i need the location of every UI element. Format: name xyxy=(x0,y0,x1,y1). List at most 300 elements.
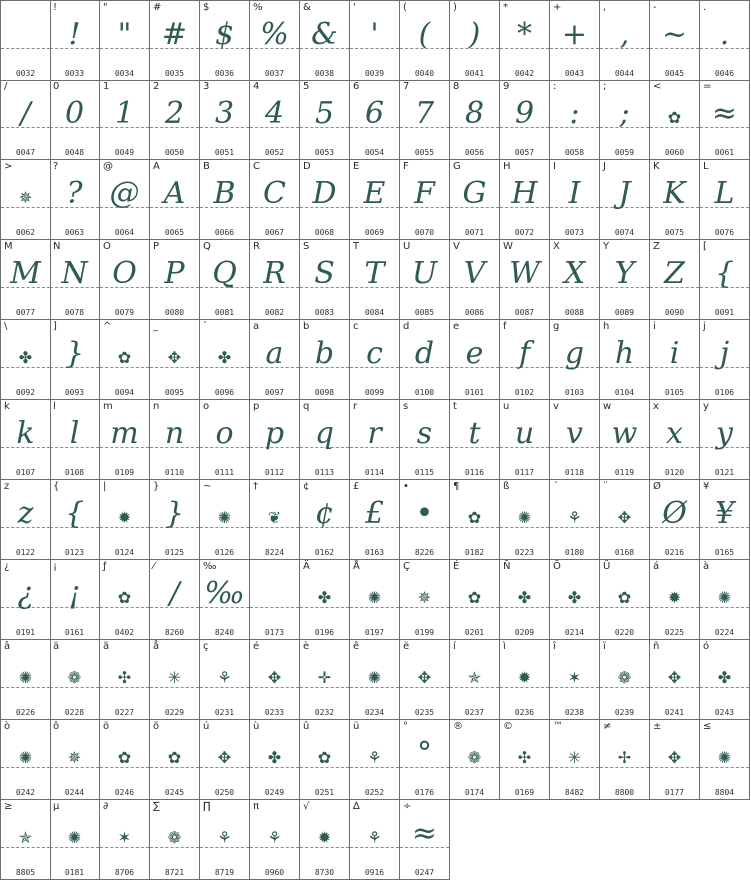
char-label: m xyxy=(103,401,113,412)
char-label: î xyxy=(553,641,556,652)
char-label: à xyxy=(703,561,710,572)
glyph-sample: ✺ xyxy=(18,748,33,767)
char-label: 7 xyxy=(403,81,410,92)
glyph-cell xyxy=(700,0,750,81)
glyph-sample: ❁ xyxy=(167,828,182,847)
char-code: 0118 xyxy=(564,468,585,477)
char-label: R xyxy=(253,241,260,252)
glyph-sample: ✥ xyxy=(417,668,432,687)
glyph-sample: ✿ xyxy=(117,588,132,607)
char-label: ; xyxy=(603,81,607,92)
char-code: 0126 xyxy=(214,548,235,557)
glyph-sample: ✿ xyxy=(117,748,132,767)
char-code: 0232 xyxy=(314,708,335,717)
glyph-sample: ✥ xyxy=(167,348,182,367)
char-label: d xyxy=(403,321,410,332)
char-code: 0048 xyxy=(64,148,85,157)
char-label: b xyxy=(303,321,310,332)
glyph-cell xyxy=(100,320,150,400)
char-code: 0047 xyxy=(15,148,36,157)
glyph-cell xyxy=(0,320,51,400)
char-code: 0082 xyxy=(264,308,285,317)
glyph-cell xyxy=(200,80,250,160)
glyph-cell xyxy=(0,720,51,800)
glyph-cell xyxy=(250,0,300,81)
char-label: - xyxy=(653,2,657,13)
glyph-sample: 3 xyxy=(214,96,235,131)
char-label: ] xyxy=(53,321,57,332)
glyph-cell xyxy=(400,80,450,160)
char-code: 0034 xyxy=(114,69,135,78)
char-code: 0112 xyxy=(264,468,285,477)
glyph-cell xyxy=(400,720,450,800)
char-code: 0087 xyxy=(514,308,535,317)
char-code: 0039 xyxy=(364,69,385,78)
glyph-cell xyxy=(450,160,500,240)
glyph-sample: o xyxy=(215,416,234,451)
char-code: 0032 xyxy=(15,69,36,78)
char-label: ¨ xyxy=(603,481,608,492)
glyph-cell xyxy=(250,80,300,160)
glyph-cell xyxy=(50,560,100,640)
char-code: 0101 xyxy=(464,388,485,397)
glyph-sample: , xyxy=(619,17,630,52)
glyph-cell xyxy=(200,480,250,560)
char-label: v xyxy=(553,401,559,412)
char-code: 0173 xyxy=(264,628,285,637)
glyph-sample: ✺ xyxy=(18,668,33,687)
char-code: 0228 xyxy=(64,708,85,717)
glyph-cell xyxy=(100,240,150,320)
glyph-cell xyxy=(550,720,600,800)
glyph-sample: c xyxy=(366,336,383,371)
char-code: 0089 xyxy=(614,308,635,317)
glyph-sample: j xyxy=(719,336,730,371)
glyph-cell xyxy=(600,560,650,640)
glyph-cell xyxy=(650,640,700,720)
char-code: 0093 xyxy=(64,388,85,397)
glyph-cell xyxy=(50,80,100,160)
glyph-sample: T xyxy=(364,256,385,291)
glyph-cell xyxy=(50,160,100,240)
glyph-sample: L xyxy=(714,176,735,211)
glyph-sample: ✺ xyxy=(717,748,732,767)
glyph-sample xyxy=(250,568,299,620)
char-label: É xyxy=(453,561,460,572)
glyph-sample: ❁ xyxy=(617,668,632,687)
glyph-cell xyxy=(650,320,700,400)
glyph-cell xyxy=(150,480,200,560)
glyph-cell xyxy=(150,0,200,81)
glyph-sample: 6 xyxy=(364,96,385,131)
char-label: ü xyxy=(353,721,360,732)
glyph-cell xyxy=(450,400,500,480)
char-label: è xyxy=(303,641,310,652)
char-label: Å xyxy=(353,561,360,572)
glyph-cell xyxy=(400,320,450,400)
glyph-cell xyxy=(250,240,300,320)
glyph-cell xyxy=(150,400,200,480)
char-label: á xyxy=(653,561,660,572)
glyph-cell xyxy=(300,0,350,81)
glyph-cell xyxy=(650,560,700,640)
glyph-sample: ✿ xyxy=(467,588,482,607)
glyph-sample: ✵ xyxy=(67,748,82,767)
glyph-cell xyxy=(50,240,100,320)
char-code: 8226 xyxy=(414,548,435,557)
char-code: 0072 xyxy=(514,228,535,237)
glyph-cell xyxy=(550,560,600,640)
char-code: 0091 xyxy=(714,308,735,317)
glyph-cell xyxy=(150,560,200,640)
glyph-sample: # xyxy=(161,17,188,52)
glyph-cell xyxy=(150,720,200,800)
char-label: † xyxy=(253,481,258,492)
char-code: 0122 xyxy=(15,548,36,557)
glyph-cell xyxy=(550,480,600,560)
char-code: 0085 xyxy=(414,308,435,317)
glyph-cell xyxy=(400,800,450,880)
glyph-cell xyxy=(100,720,150,800)
glyph-sample: + xyxy=(561,17,588,52)
glyph-sample: ✤ xyxy=(267,748,282,767)
char-label: j xyxy=(703,321,706,332)
glyph-sample: % xyxy=(260,17,289,52)
glyph-cell xyxy=(400,640,450,720)
glyph-cell xyxy=(500,0,550,81)
glyph-cell xyxy=(700,640,750,720)
glyph-sample: ✤ xyxy=(717,668,732,687)
glyph-cell xyxy=(550,640,600,720)
glyph-sample: J xyxy=(618,176,631,211)
char-label: O xyxy=(103,241,111,252)
glyph-cell xyxy=(300,800,350,880)
glyph-sample: ✳ xyxy=(167,668,182,687)
char-code: 0124 xyxy=(114,548,135,557)
glyph-cell xyxy=(300,80,350,160)
char-label: 9 xyxy=(503,81,510,92)
glyph-cell xyxy=(0,160,51,240)
glyph-cell xyxy=(700,720,750,800)
glyph-cell xyxy=(300,720,350,800)
glyph-cell xyxy=(350,320,400,400)
glyph-sample: ✶ xyxy=(117,828,132,847)
glyph-cell xyxy=(600,80,650,160)
glyph-cell xyxy=(500,80,550,160)
char-code: 0079 xyxy=(114,308,135,317)
glyph-cell xyxy=(600,480,650,560)
char-code: 0076 xyxy=(714,228,735,237)
char-label: 8 xyxy=(453,81,460,92)
char-code: 0109 xyxy=(114,468,135,477)
char-label: ~ xyxy=(203,481,212,492)
char-label: ≠ xyxy=(603,721,612,732)
glyph-sample: $ xyxy=(214,17,235,52)
glyph-sample: K xyxy=(663,176,686,211)
char-code: 0115 xyxy=(414,468,435,477)
glyph-sample: Z xyxy=(664,256,685,291)
char-code: 0064 xyxy=(114,228,135,237)
glyph-sample: G xyxy=(462,176,487,211)
char-code: 8260 xyxy=(164,628,185,637)
char-code: 8240 xyxy=(214,628,235,637)
char-code: 0051 xyxy=(214,148,235,157)
char-label: p xyxy=(253,401,260,412)
char-code: 8730 xyxy=(314,868,335,877)
char-code: 0086 xyxy=(464,308,485,317)
char-code: 0065 xyxy=(164,228,185,237)
glyph-cell xyxy=(300,160,350,240)
char-code: 0116 xyxy=(464,468,485,477)
char-code: 0162 xyxy=(314,548,335,557)
glyph-cell xyxy=(250,560,300,640)
glyph-cell xyxy=(350,0,400,81)
char-code: 0102 xyxy=(514,388,535,397)
glyph-cell xyxy=(250,160,300,240)
char-code: 8719 xyxy=(214,868,235,877)
char-label: # xyxy=(153,2,162,13)
char-label: ¶ xyxy=(453,481,460,492)
glyph-cell xyxy=(200,560,250,640)
char-code: 0041 xyxy=(464,69,485,78)
glyph-sample: X xyxy=(563,256,586,291)
glyph-sample: } xyxy=(164,496,185,531)
char-label: ± xyxy=(653,721,662,732)
glyph-cell xyxy=(550,80,600,160)
char-label: y xyxy=(703,401,709,412)
glyph-cell xyxy=(650,160,700,240)
char-code: 0092 xyxy=(15,388,36,397)
char-code: 0216 xyxy=(664,548,685,557)
glyph-cell xyxy=(500,240,550,320)
char-label: h xyxy=(603,321,610,332)
glyph-sample: • xyxy=(415,496,434,531)
glyph-cell xyxy=(100,400,150,480)
char-code: 0099 xyxy=(364,388,385,397)
char-code: 0165 xyxy=(714,548,735,557)
char-code: 0168 xyxy=(614,548,635,557)
char-label: ∑ xyxy=(153,801,160,812)
char-label: T xyxy=(353,241,360,252)
char-label: ê xyxy=(353,641,360,652)
glyph-cell xyxy=(600,640,650,720)
glyph-sample: 2 xyxy=(164,96,185,131)
glyph-cell xyxy=(350,160,400,240)
char-label: E xyxy=(353,161,360,172)
glyph-sample: & xyxy=(311,17,338,52)
char-label: z xyxy=(4,481,10,492)
glyph-cell xyxy=(50,720,100,800)
char-label: ` xyxy=(203,321,208,332)
glyph-cell xyxy=(500,400,550,480)
glyph-sample: e xyxy=(465,336,484,371)
char-label: _ xyxy=(153,321,158,332)
char-label: g xyxy=(553,321,560,332)
char-code: 0181 xyxy=(64,868,85,877)
glyph-sample: ≈ xyxy=(411,816,438,851)
glyph-sample: ' xyxy=(370,17,379,52)
char-label: ó xyxy=(703,641,710,652)
char-code: 0220 xyxy=(614,628,635,637)
glyph-sample: ✺ xyxy=(717,588,732,607)
glyph-cell xyxy=(100,560,150,640)
glyph-cell xyxy=(300,560,350,640)
glyph-sample: y xyxy=(716,416,733,451)
glyph-cell xyxy=(0,480,51,560)
char-code: 0236 xyxy=(514,708,535,717)
glyph-sample: ¡ xyxy=(68,576,81,611)
glyph-cell xyxy=(150,160,200,240)
glyph-cell xyxy=(400,560,450,640)
char-label: P xyxy=(153,241,160,252)
char-code: 0105 xyxy=(664,388,685,397)
char-label: ¡ xyxy=(53,561,58,572)
char-code: 0035 xyxy=(164,69,185,78)
char-label: ⁄ xyxy=(153,561,155,572)
char-label: √ xyxy=(303,801,310,812)
glyph-cell xyxy=(450,80,500,160)
glyph-sample: d xyxy=(414,336,435,371)
char-code: 0057 xyxy=(514,148,535,157)
glyph-cell xyxy=(700,80,750,160)
glyph-sample: ✺ xyxy=(217,508,232,527)
char-code: 0199 xyxy=(414,628,435,637)
glyph-sample: . xyxy=(719,17,730,52)
glyph-cell xyxy=(350,240,400,320)
char-code: 8800 xyxy=(614,788,635,797)
char-label: k xyxy=(4,401,10,412)
char-label: ∂ xyxy=(103,801,109,812)
char-label: ú xyxy=(203,721,210,732)
glyph-sample: ✵ xyxy=(18,188,33,207)
glyph-sample: ✺ xyxy=(367,588,382,607)
char-label: ñ xyxy=(653,641,660,652)
char-label: n xyxy=(153,401,160,412)
glyph-cell xyxy=(250,640,300,720)
glyph-cell xyxy=(400,160,450,240)
glyph-cell xyxy=(700,160,750,240)
glyph-cell xyxy=(350,400,400,480)
char-label: • xyxy=(403,481,409,492)
char-label: > xyxy=(4,161,13,172)
char-label: X xyxy=(553,241,560,252)
glyph-sample: ✿ xyxy=(667,108,682,127)
glyph-sample: } xyxy=(64,336,85,371)
char-label: 2 xyxy=(153,81,160,92)
char-label: B xyxy=(203,161,210,172)
char-label: Z xyxy=(653,241,660,252)
char-label: [ xyxy=(703,241,707,252)
char-code: 0110 xyxy=(164,468,185,477)
char-label: { xyxy=(53,481,60,492)
char-code: 0106 xyxy=(714,388,735,397)
glyph-cell xyxy=(700,560,750,640)
glyph-sample: S xyxy=(314,256,335,291)
glyph-cell xyxy=(50,640,100,720)
glyph-sample: ≈ xyxy=(711,96,738,131)
char-code: 0046 xyxy=(714,69,735,78)
char-label: Ö xyxy=(553,561,561,572)
char-code: 0050 xyxy=(164,148,185,157)
char-code: 8721 xyxy=(164,868,185,877)
char-code: 0063 xyxy=(64,228,85,237)
char-code: 0238 xyxy=(564,708,585,717)
char-label: ∏ xyxy=(203,801,211,812)
glyph-cell xyxy=(200,240,250,320)
char-label: i xyxy=(653,321,656,332)
glyph-cell xyxy=(700,320,750,400)
char-code: 0245 xyxy=(164,788,185,797)
glyph-sample: ✤ xyxy=(18,348,33,367)
glyph-sample: ¢ xyxy=(314,496,335,531)
glyph-cell xyxy=(150,320,200,400)
char-label: w xyxy=(603,401,612,412)
glyph-sample: / xyxy=(169,576,180,611)
glyph-sample: F xyxy=(414,176,435,211)
char-code: 0103 xyxy=(564,388,585,397)
char-label: ù xyxy=(253,721,260,732)
char-label: : xyxy=(553,81,557,92)
glyph-cell xyxy=(50,0,100,81)
glyph-sample: 5 xyxy=(314,96,335,131)
char-code: 0113 xyxy=(314,468,335,477)
char-label: | xyxy=(103,481,107,492)
char-label: < xyxy=(653,81,662,92)
glyph-sample: 9 xyxy=(514,96,535,131)
glyph-sample: { xyxy=(64,496,85,531)
glyph-cell xyxy=(550,160,600,240)
char-label: ≥ xyxy=(4,801,13,812)
glyph-sample: ✿ xyxy=(617,588,632,607)
glyph-sample: £ xyxy=(364,496,385,531)
char-code: 8482 xyxy=(564,788,585,797)
char-label: F xyxy=(403,161,409,172)
glyph-sample: P xyxy=(164,256,185,291)
char-label: q xyxy=(303,401,310,412)
glyph-cell xyxy=(350,720,400,800)
glyph-sample: ✺ xyxy=(517,508,532,527)
glyph-cell xyxy=(550,240,600,320)
glyph-sample: ✯ xyxy=(467,668,482,687)
glyph-sample: " xyxy=(117,17,132,52)
glyph-sample: ✹ xyxy=(667,588,682,607)
glyph-cell xyxy=(250,320,300,400)
glyph-cell xyxy=(200,0,250,81)
char-code: 0070 xyxy=(414,228,435,237)
char-code: 0121 xyxy=(714,468,735,477)
char-code: 0108 xyxy=(64,468,85,477)
char-code: 0055 xyxy=(414,148,435,157)
glyph-sample: g xyxy=(564,336,585,371)
char-label: I xyxy=(553,161,556,172)
char-code: 0073 xyxy=(564,228,585,237)
glyph-cell xyxy=(350,560,400,640)
char-code: 0104 xyxy=(614,388,635,397)
char-code: 0176 xyxy=(414,788,435,797)
glyph-sample: 8 xyxy=(464,96,485,131)
glyph-sample: C xyxy=(263,176,286,211)
char-label: * xyxy=(503,2,508,13)
char-code: 0088 xyxy=(564,308,585,317)
char-label: ≤ xyxy=(703,721,712,732)
char-label: ° xyxy=(403,721,408,732)
glyph-sample: h xyxy=(614,336,635,371)
char-label: Ñ xyxy=(503,561,511,572)
char-code: 0059 xyxy=(614,148,635,157)
glyph-cell xyxy=(700,480,750,560)
glyph-cell xyxy=(400,240,450,320)
glyph-cell xyxy=(700,240,750,320)
